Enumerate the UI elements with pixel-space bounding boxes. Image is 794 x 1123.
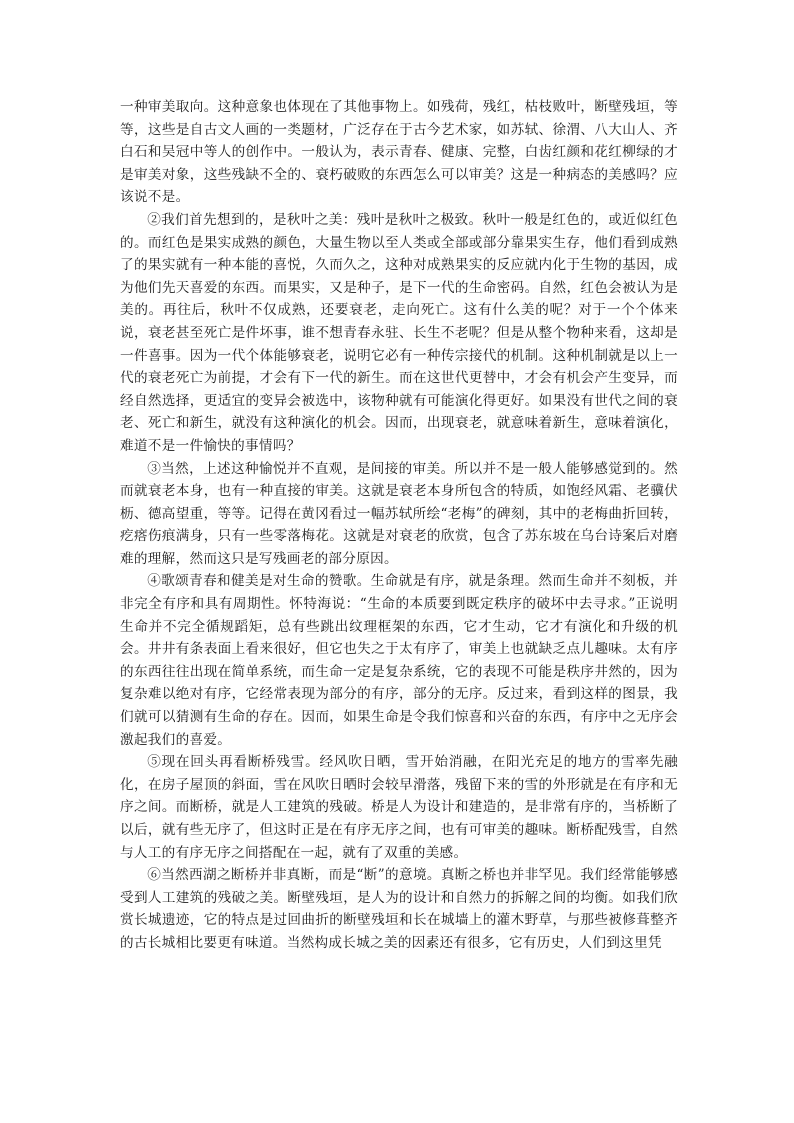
paragraph-4: ④歌颂青春和健美是对生命的赞歌。生命就是有序，就是条理。然而生命并不刻板，并非完全有序和具有周期性。怀特海说：“生命的本质要到既定秩序的破坏中去寻求。”正说明生命并不完全循规蹈矩，总有些跳出纹理框架的东西，它才生动，它才有演化和升级的机会。井井有条表面上看来很好，但它也失之于太有序了，审美上也就缺乏点儿趣味。太有序的东西往往出现在简单系统，而生命一定是复杂系统，它的表现不可能是秩序井然的，因为复杂难以绝对有序，它经常表现为部分的有序，部分的无序。反过来，看到这样的图景，我们就可以猜测有生命的存在。因而，如果生命是令我们惊喜和兴奋的东西，有序中之无序会激起我们的喜爱。 bbox=[120, 573, 678, 748]
paragraph-6: ⑥当然西湖之断桥并非真断，而是“断”的意境。真断之桥也并非罕见。我们经常能够感受到人工建筑的残破之美。断壁残垣，是人为的设计和自然力的拆解之间的均衡。如我们欣赏长城遗迹，它的特点是过回曲折的断壁残垣和长在城墙上的灌木野草，与那些被修葺整齐的古长城相比要更有味道。当然构成长城之美的因素还有很多，它有历史，人们到这里凭 bbox=[120, 867, 678, 951]
paragraph-2: ②我们首先想到的，是秋叶之美：残叶是秋叶之极致。秋叶一般是红色的，或近似红色的。而红色是果实成熟的颜色，大量生物以至人类或全部或部分靠果实生存，他们看到成熟了的果实就有一种本能的喜悦，久而久之，这种对成熟果实的反应就内化于生物的基因，成为他们先天喜爱的东西。而果实，又是种子，是下一代的生命密码。自然，红色会被认为是美的。再往后，秋叶不仅成熟，还要衰老，走向死亡。这有什么美的呢？对于一个个体来说，衰老甚至死亡是件坏事，谁不想青春永驻、长生不老呢？但是从整个物种来看，这却是一件喜事。因为一代个体能够衰老，说明它必有一种传宗接代的机制。这种机制就是以上一代的衰老死亡为前提，才会有下一代的新生。而在这世代更替中，才会有机会产生变异，而经自然选择，更适宜的变异会被选中，该物种就有可能演化得更好。如果没有世代之间的衰老、死亡和新生，就没有这种演化的机会。因而，出现衰老，就意味着新生，意味着演化，难道不是一件愉快的事情吗？ bbox=[120, 211, 678, 454]
paragraph-5: ⑤现在回头再看断桥残雪。经风吹日晒，雪开始消融，在阳光充足的地方的雪率先融化，在房子屋顶的斜面，雪在风吹日晒时会较早滑落，残留下来的雪的外形就是在有序和无序之间。而断桥，就是人工建筑的残破。桥是人为设计和建造的，是非常有序的，当桥断了以后，就有些无序了，但这时正是在有序无序之间，也有可审美的趣味。断桥配残雪，自然与人工的有序无序之间搭配在一起，就有了双重的美感。 bbox=[120, 754, 678, 861]
paragraph-3: ③当然，上述这种愉悦并不直观，是间接的审美。所以并不是一般人能够感觉到的。然而就衰老本身，也有一种直接的审美。这就是衰老本身所包含的特质，如饱经风霜、老骥伏枥、德高望重，等等。记得在黄冈看过一幅苏轼所绘“老梅”的碑刻，其中的老梅曲折回转，疙瘩伤痕满身，只有一些零落梅花。这就是对衰老的欣赏，包含了苏东坡在乌台诗案后对磨难的理解，然而这只是写残画老的部分原因。 bbox=[120, 460, 678, 567]
paragraph-1: 一种审美取向。这种意象也体现在了其他事物上。如残荷，残红，枯枝败叶，断壁残垣，等等，这些是自古文人画的一类题材，广泛存在于古今艺术家，如苏轼、徐渭、八大山人、齐白石和吴冠中等人的创作中。一般认为，表示青春、健康、完整，白齿红颜和花红柳绿的才是审美对象，这些残缺不全的、衰朽破败的东西怎么可以审美？这是一种病态的美感吗？应该说不是。 bbox=[120, 99, 678, 206]
article-body bbox=[120, 96, 678, 955]
